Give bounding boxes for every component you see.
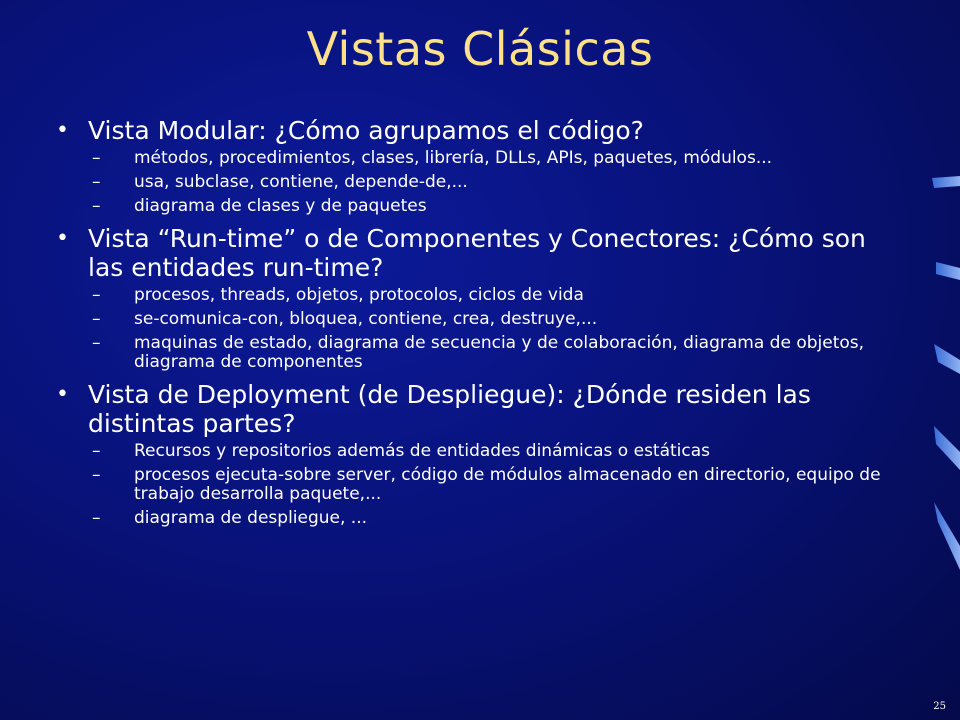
sub-list xyxy=(88,442,896,528)
sub-item: – Recursos y repositorios además de entidades dinámicas o estáticas xyxy=(92,441,711,461)
bullet-deployment xyxy=(56,380,896,528)
sub-item: – usa, subclase, contiene, depende-de,... xyxy=(92,172,468,192)
bullet-text: Vista “Run-time” o de Componentes y Conectores: ¿Cómo son las entidades run-time? xyxy=(88,224,866,282)
bullet-dot: • xyxy=(56,118,69,143)
decorative-stripes xyxy=(920,150,960,590)
sub-item: – procesos ejecuta-sobre server, código de módulos almacenado en directorio, equipo de trabajo desarrolla paquete,... xyxy=(92,465,881,504)
sub-item: – métodos, procedimientos, clases, librería, DLLs, APIs, paquetes, módulos... xyxy=(92,148,773,168)
slide-content xyxy=(56,116,896,533)
sub-item: – diagrama de despliegue, ... xyxy=(92,508,368,528)
bullet-text: Vista de Deployment (de Despliegue): ¿Dónde residen las distintas partes? xyxy=(88,380,811,438)
sub-item: – se-comunica-con, bloquea, contiene, crea, destruye,... xyxy=(92,309,598,329)
sub-list xyxy=(88,286,896,372)
sub-item: – procesos, threads, objetos, protocolos, ciclos de vida xyxy=(92,285,584,305)
slide-title: Vistas Clásicas xyxy=(306,22,654,76)
bullet-dot: • xyxy=(56,382,69,407)
sub-item: – maquinas de estado, diagrama de secuencia y de colaboración, diagrama de objetos, diagrama de componentes xyxy=(92,333,865,372)
bullet-modular xyxy=(56,116,896,216)
bullet-text: Vista Modular: ¿Cómo agrupamos el código? xyxy=(88,116,644,145)
bullet-runtime xyxy=(56,224,896,372)
bullet-dot: • xyxy=(56,226,69,251)
page-number: 25 xyxy=(933,701,946,712)
sub-list xyxy=(88,149,896,216)
sub-item: – diagrama de clases y de paquetes xyxy=(92,196,427,216)
